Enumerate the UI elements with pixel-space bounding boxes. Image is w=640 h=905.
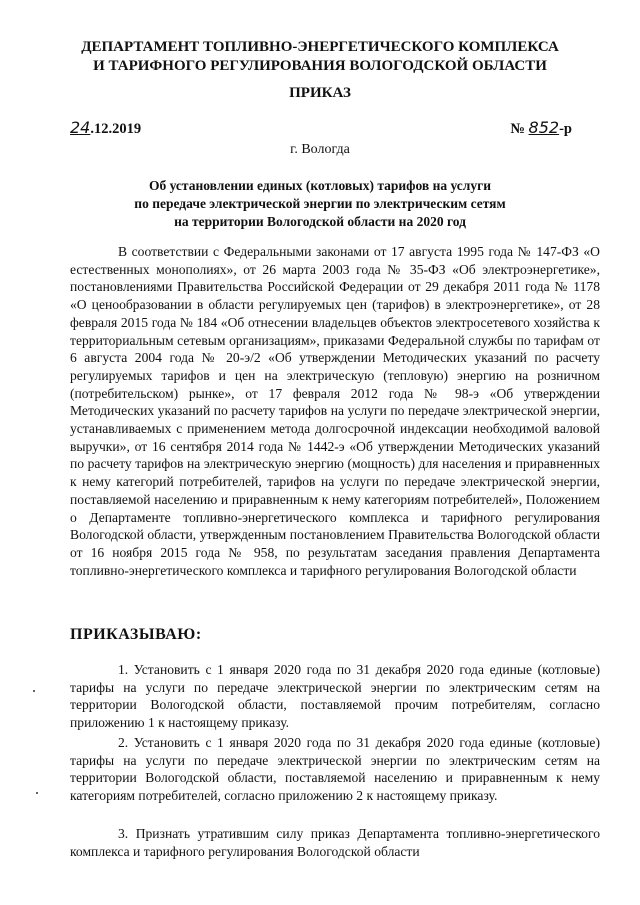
- scan-speck: [36, 792, 38, 794]
- department-name-line-1: ДЕПАРТАМЕНТ ТОПЛИВНО-ЭНЕРГЕТИЧЕСКОГО КОМПЛЕКСА: [81, 39, 559, 55]
- order-item-2: 2. Установить с 1 января 2020 года по 31 декабря 2020 года единые (котловые) тарифы на услуги по передаче электрической энергии по электрическим сетям на территории Вологодской области, поставляемой населению и приравненным к нему категориям потребителей, согласно приложению 2 к настоящему приказу.: [70, 735, 600, 804]
- order-date: [70, 118, 141, 138]
- subject-line-1: Об установлении единых (котловых) тарифов на услуги: [148, 178, 492, 193]
- number-suffix: -р: [559, 121, 572, 137]
- order-item-3: 3. Признать утратившим силу приказ Департамента топливно-энергетического комплекса и тарифного регулирования Вологодской области: [70, 826, 600, 859]
- department-name-line-2: И ТАРИФНОГО РЕГУЛИРОВАНИЯ ВОЛОГОДСКОЙ ОБЛАСТИ: [93, 58, 547, 74]
- subject-line-2: по передаче электрической энергии по электрическим сетям: [134, 196, 506, 211]
- date-month-year: .12.2019: [90, 121, 142, 137]
- city-name: г. Вологда: [290, 142, 350, 157]
- date-day-handwritten: 24: [70, 118, 91, 137]
- order-item-1: 1. Установить с 1 января 2020 года по 31 декабря 2020 года единые (котловые) тарифы на услуги по передаче электрической энергии по электрическим сетям на территории Вологодской области, поставляемой прочим потребителям, согласно приложению 1 к настоящему приказу.: [70, 662, 600, 731]
- order-subject: [0, 177, 640, 231]
- order-word: ПРИКАЗЫВАЮ:: [70, 626, 202, 643]
- scan-speck: [33, 690, 35, 692]
- preamble-paragraph: В соответствии с Федеральными законами от 17 августа 1995 года № 147-ФЗ «О естественных монополиях», от 26 марта 2003 года № 35-ФЗ «Об электроэнергетике», постановлениями Правительства Российской Федерации от 29 декабря 2011 года № 1178 «О ценообразовании в области регулируемых цен (тарифов) в электроэнергетике», от 28 февраля 2015 года № 184 «Об отнесении владельцев объектов электросетевого хозяйства к территориальным сетевым организациям», приказами Федеральной службы по тарифам от 6 августа 2004 года № 20-э/2 «Об утверждении Методических указаний по расчету регулируемых тарифов и цен на электрическую (тепловую) энергию на розничном (потребительском) рынке», от 17 февраля 2012 года № 98-э «Об утверждении Методических указаний по расчету тарифов на услуги по передаче электрической энергии, устанавливаемых с применением метода долгосрочной индексации необходимой валовой выручки», от 16 сентября 2014 года № 1442-э «Об утверждении Методических указаний по расчету тарифов на электрическую энергию (мощность) для населения и приравненных к нему категорий потребителей, тарифов на услуги по передаче электрической энергии, поставляемой населению и приравненным к нему категориям потребителей», Положением о Департаменте топливно-энергетического комплекса и тарифного регулирования Вологодской области, утвержденным постановлением Правительства Вологодской области от 16 ноября 2015 года № 958, по результатам заседания правления Департамента топливно-энергетического комплекса и тарифного регулирования Вологодской области: [70, 244, 600, 578]
- number-prefix: №: [510, 121, 529, 137]
- order-number: [510, 118, 572, 138]
- document-type-title: ПРИКАЗ: [289, 85, 351, 101]
- number-handwritten: 852: [528, 118, 560, 137]
- subject-line-3: на территории Вологодской области на 2020 год: [174, 214, 466, 229]
